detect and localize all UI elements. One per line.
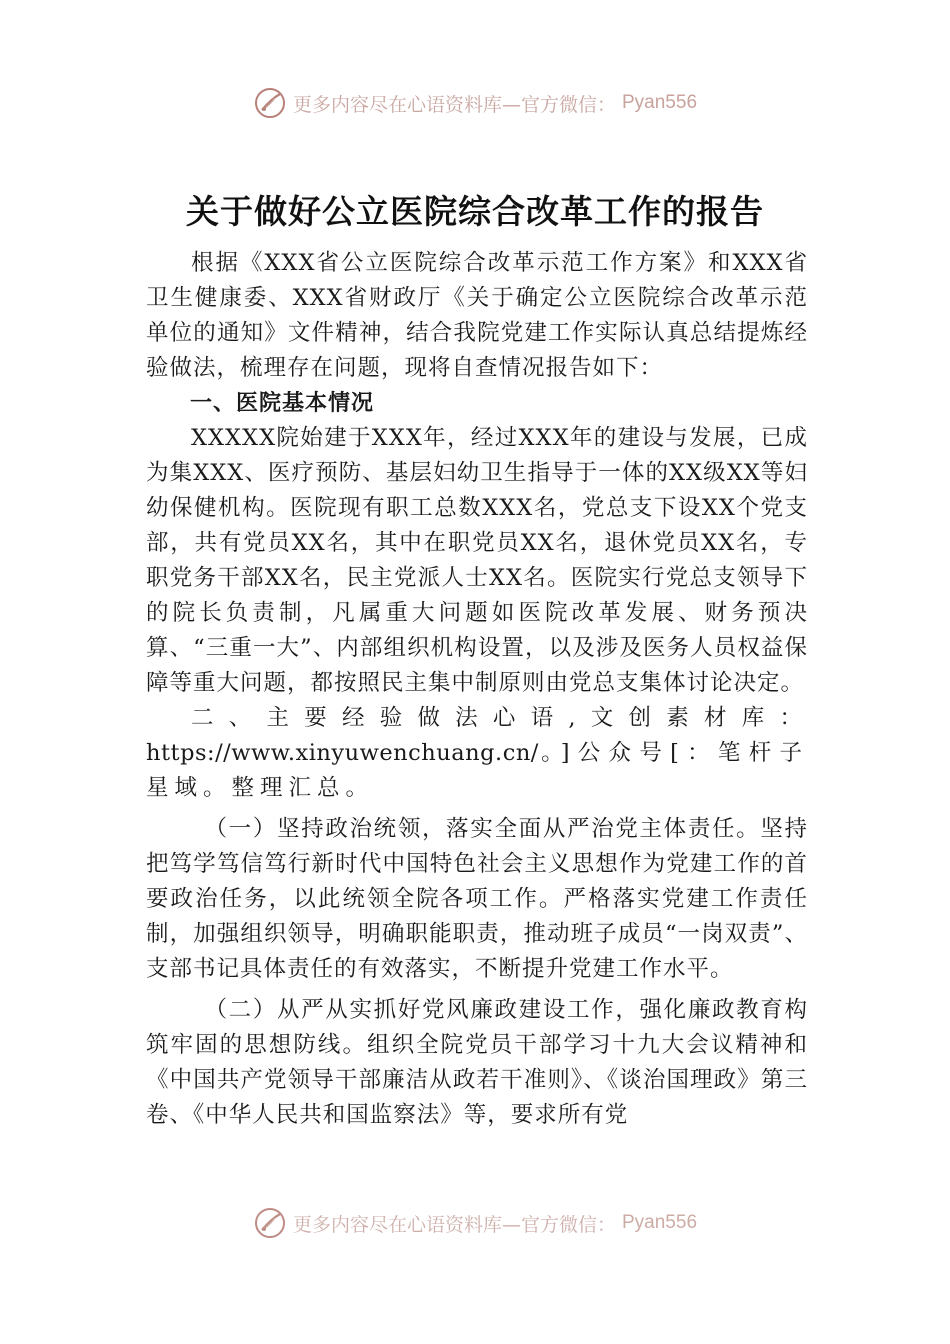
watermark-text: 更多内容尽在心语资料库—官方微信：: [292, 93, 616, 116]
document-body: [146, 246, 808, 1133]
watermark-wechat-id: Pyan556: [622, 1212, 698, 1233]
section-1-heading: 一、医院基本情况: [190, 391, 375, 416]
section-2-suffix: 。]公众号[：笔杆子星域。整理汇总。: [146, 740, 808, 801]
subsection-2-paragraph: （二）从严从实抓好党风廉政建设工作，强化廉政教育构筑牢固的思想防线。组织全院党员干部学习十九大会议精神和《中国共产党领导干部廉洁从政若干准则》、《谈治国理政》第三卷、《中华人民共和国监察法》等，要求所有党: [146, 997, 808, 1128]
source-url-link[interactable]: https://www.xinyuwenchuang.cn/: [146, 740, 539, 766]
intro-paragraph: 根据《XXX省公立医院综合改革示范工作方案》和XXX省卫生健康委、XXX省财政厅《关于确定公立医院综合改革示范单位的通知》文件精神，结合我院党建工作实际认真总结提炼经验做法，梳理存在问题，现将自查情况报告如下：: [146, 250, 808, 381]
watermark-text: 更多内容尽在心语资料库—官方微信：: [292, 1213, 616, 1236]
watermark-wechat-id: Pyan556: [622, 92, 698, 113]
section-2-heading: [146, 701, 808, 806]
watermark-footer: [0, 1206, 950, 1240]
feather-seal-icon: [253, 1206, 287, 1240]
section-1-paragraph: XXXXX院始建于XXX年，经过XXX年的建设与发展，已成为集XXX、医疗预防、基层妇幼卫生指导于一体的XX级XX等妇幼保健机构。医院现有职工总数XXX名，党总支下设XX个党支部，共有党员XX名，其中在职党员XX名，退休党员XX名，专职党务干部XX名，民主党派人士XX名。医院实行党总支领导下的院长负责制，凡属重大问题如医院改革发展、财务预决算、“三重一大”、内部组织机构设置，以及涉及医务人员权益保障等重大问题，都按照民主集中制原则由党总支集体讨论决定。: [146, 425, 808, 696]
page-title: 关于做好公立医院综合改革工作的报告: [186, 192, 764, 231]
section-2-prefix: 二、主要经验做法心语,文创素材库：: [191, 705, 808, 731]
feather-seal-icon: [253, 86, 287, 120]
subsection-1-paragraph: （一）坚持政治统领，落实全面从严治党主体责任。坚持把笃学笃信笃行新时代中国特色社会主义思想作为党建工作的首要政治任务，以此统领全院各项工作。严格落实党建工作责任制，加强组织领导，明确职能职责，推动班子成员“一岗双责”、支部书记具体责任的有效落实，不断提升党建工作水平。: [146, 816, 808, 982]
watermark-header: [0, 86, 950, 120]
